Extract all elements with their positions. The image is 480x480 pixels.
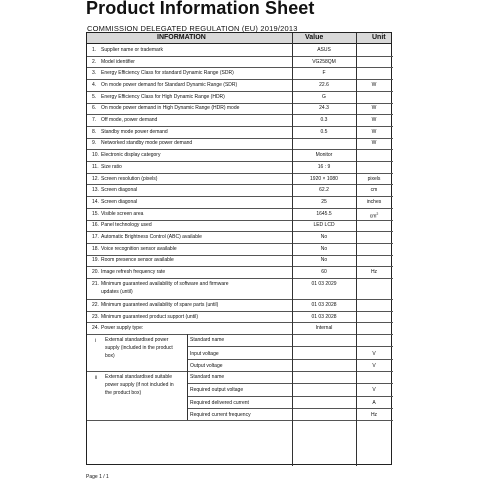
row-label: Screen resolution (pixels) (101, 175, 158, 182)
row-value: ASUS (317, 46, 331, 53)
row-number: 12. (92, 175, 99, 182)
row-value: 25 (321, 198, 327, 205)
row-value: 22.6 (319, 81, 329, 88)
row-divider (87, 91, 393, 92)
row-value: 1645.5 (316, 210, 332, 217)
row-value: Internal (315, 325, 333, 332)
row-divider (87, 173, 393, 174)
row-label: Panel technology used (101, 222, 152, 229)
row-divider (87, 220, 393, 221)
row-number: 2. (92, 58, 97, 65)
row-number: 9. (92, 140, 97, 147)
row-value: 1920 × 1080 (310, 175, 338, 182)
row-value: VG258QM (312, 58, 336, 65)
sub-field-unit: V (372, 350, 376, 357)
row-number: 15. (92, 210, 99, 217)
row-unit: W (371, 140, 377, 147)
row-divider (87, 266, 393, 267)
row-unit: pixels (367, 175, 381, 182)
sub-block-marker: ii (95, 375, 98, 381)
row-label: Visible screen area (101, 210, 144, 217)
row-number: 21. (92, 281, 99, 287)
row-label: Electronic display category (101, 152, 161, 159)
row-divider (87, 56, 393, 57)
row-divider (87, 231, 393, 232)
row-label: Automatic Brightness Control (ABC) available (101, 234, 202, 241)
row-value: F (322, 70, 326, 77)
row-label: Power supply type: (101, 325, 144, 332)
row-value: 60 (321, 269, 327, 276)
sub-block-marker: i (95, 338, 97, 345)
sub-row-divider (187, 408, 393, 409)
row-number: 6. (92, 105, 97, 112)
sub-field-label: Standard name (190, 337, 225, 344)
row-number: 18. (92, 245, 99, 252)
value-column-divider (292, 33, 293, 466)
row-label-continued: updates (until) (101, 289, 133, 295)
row-value: 01 03 2028 (311, 301, 337, 308)
row-divider (87, 299, 393, 300)
row-value: No (320, 257, 328, 264)
block-divider (87, 371, 393, 372)
row-label: Supplier name or trademark (101, 46, 163, 53)
row-number: 24. (92, 325, 99, 332)
information-table (86, 32, 392, 465)
row-divider (87, 161, 393, 162)
header-unit: Unit (372, 34, 386, 41)
unit-superscript: 2 (376, 211, 379, 216)
row-number: 5. (92, 93, 97, 100)
row-number: 3. (92, 70, 97, 77)
row-value: Monitor (315, 152, 333, 159)
row-unit: W (371, 117, 377, 124)
row-number: 19. (92, 257, 99, 264)
row-divider (87, 114, 393, 115)
row-divider (87, 138, 393, 139)
row-number: 16. (92, 222, 99, 229)
row-divider (87, 196, 393, 197)
row-value: G (322, 93, 326, 100)
row-divider (87, 334, 393, 335)
unit-column-divider (356, 33, 357, 466)
row-number: 8. (92, 128, 97, 135)
row-divider (87, 184, 393, 185)
sub-field-label: Input voltage (190, 350, 219, 357)
row-label: Room presence sensor available (101, 257, 174, 264)
sub-block-divider (187, 334, 188, 371)
row-number: 10. (92, 152, 99, 159)
sub-field-label: Required delivered current (190, 399, 249, 406)
sub-field-unit: A (372, 399, 376, 406)
row-label: Size ratio (101, 163, 122, 170)
row-label: Voice recognition sensor available (101, 245, 177, 252)
row-divider (87, 255, 393, 256)
row-value: 0.3 (320, 117, 328, 124)
row-divider (87, 79, 393, 80)
row-number: 11. (92, 163, 99, 170)
page-title: Product Information Sheet (86, 0, 315, 18)
row-number: 14. (92, 198, 99, 205)
sub-row-divider (187, 383, 393, 384)
sub-field-unit: V (372, 387, 376, 394)
row-divider (87, 149, 393, 150)
row-number: 23. (92, 313, 99, 320)
row-label: Minimum guaranteed product support (until) (101, 313, 198, 320)
row-number: 7. (92, 117, 97, 124)
row-divider (87, 322, 393, 323)
row-divider (87, 278, 393, 279)
sub-field-unit: Hz (370, 412, 378, 419)
row-label: Networked standby mode power demand (101, 140, 193, 147)
sub-block-divider (187, 371, 188, 420)
row-divider (87, 126, 393, 127)
row-label: Standby mode power demand (101, 128, 168, 135)
sub-field-label: Standard name (190, 374, 225, 380)
regulation-subtitle: COMMISSION DELEGATED REGULATION (EU) 2019/2013 (87, 24, 298, 33)
row-label: On mode power demand in High Dynamic Range (HDR) mode (101, 105, 240, 112)
sub-field-label: Output voltage (190, 362, 223, 369)
row-unit: cm (370, 187, 378, 194)
row-divider (87, 311, 393, 312)
row-label: Image refresh frequency rate (101, 269, 166, 276)
sub-field-label: Required output voltage (190, 387, 244, 394)
sub-field-label: Required current frequency (190, 412, 251, 419)
sub-block-label: the product box) (105, 390, 142, 396)
row-unit: inches (366, 198, 382, 205)
row-value: 62.2 (319, 187, 329, 194)
row-value: No (320, 245, 328, 252)
row-divider (87, 208, 393, 209)
sub-block-label: External standardised suitable (105, 374, 172, 380)
sub-row-divider (187, 346, 393, 347)
sub-block-label: External standardised power (105, 337, 169, 344)
row-value: LED LCD (313, 222, 335, 229)
sub-block-label: box) (105, 353, 115, 360)
row-value: 0.5 (320, 128, 328, 135)
row-label: Model identifier (101, 58, 135, 65)
row-value: No (320, 234, 328, 241)
row-value: 01 03 2029 (311, 281, 337, 287)
table-header (87, 33, 391, 44)
page-footer: Page 1 / 1 (86, 474, 109, 480)
row-label: Screen diagonal (101, 187, 138, 194)
row-number: 1. (92, 46, 97, 53)
row-value: 16 : 9 (317, 163, 331, 170)
row-number: 13. (92, 187, 99, 194)
row-label: Off mode, power demand (101, 117, 158, 124)
row-label: Energy Efficiency Class for High Dynamic Range (HDR) (101, 93, 225, 100)
row-unit: W (371, 105, 377, 112)
row-label: Energy Efficiency Class for standard Dynamic Range (SDR) (101, 70, 234, 77)
sub-block-label: power supply (if not included in (105, 382, 174, 388)
row-label: On mode power demand for Standard Dynamic Range (SDR) (101, 81, 238, 88)
row-number: 22. (92, 301, 99, 308)
block-divider (87, 420, 393, 421)
row-divider (87, 243, 393, 244)
sub-row-divider (187, 396, 393, 397)
row-label: Minimum guaranteed availability of spare parts (until) (101, 301, 219, 308)
row-divider (87, 67, 393, 68)
row-number: 4. (92, 81, 97, 88)
row-unit: $cm^2$ (369, 211, 379, 220)
sub-row-divider (187, 359, 393, 360)
sub-block-label: supply (included in the product (105, 345, 173, 352)
row-divider (87, 103, 393, 104)
row-label: Screen diagonal (101, 198, 138, 205)
sub-field-unit: V (372, 362, 376, 369)
row-number: 17. (92, 234, 99, 241)
row-label: Minimum guaranteed availability of software and firmware (101, 281, 229, 287)
row-unit: W (371, 81, 377, 88)
row-value: 01 03 2028 (311, 313, 337, 320)
header-value: Value (305, 34, 324, 41)
header-information: INFORMATION (157, 34, 206, 41)
row-value: 24.3 (319, 105, 329, 112)
row-number: 20. (92, 269, 99, 276)
row-unit: W (371, 128, 377, 135)
row-unit: Hz (370, 269, 378, 276)
